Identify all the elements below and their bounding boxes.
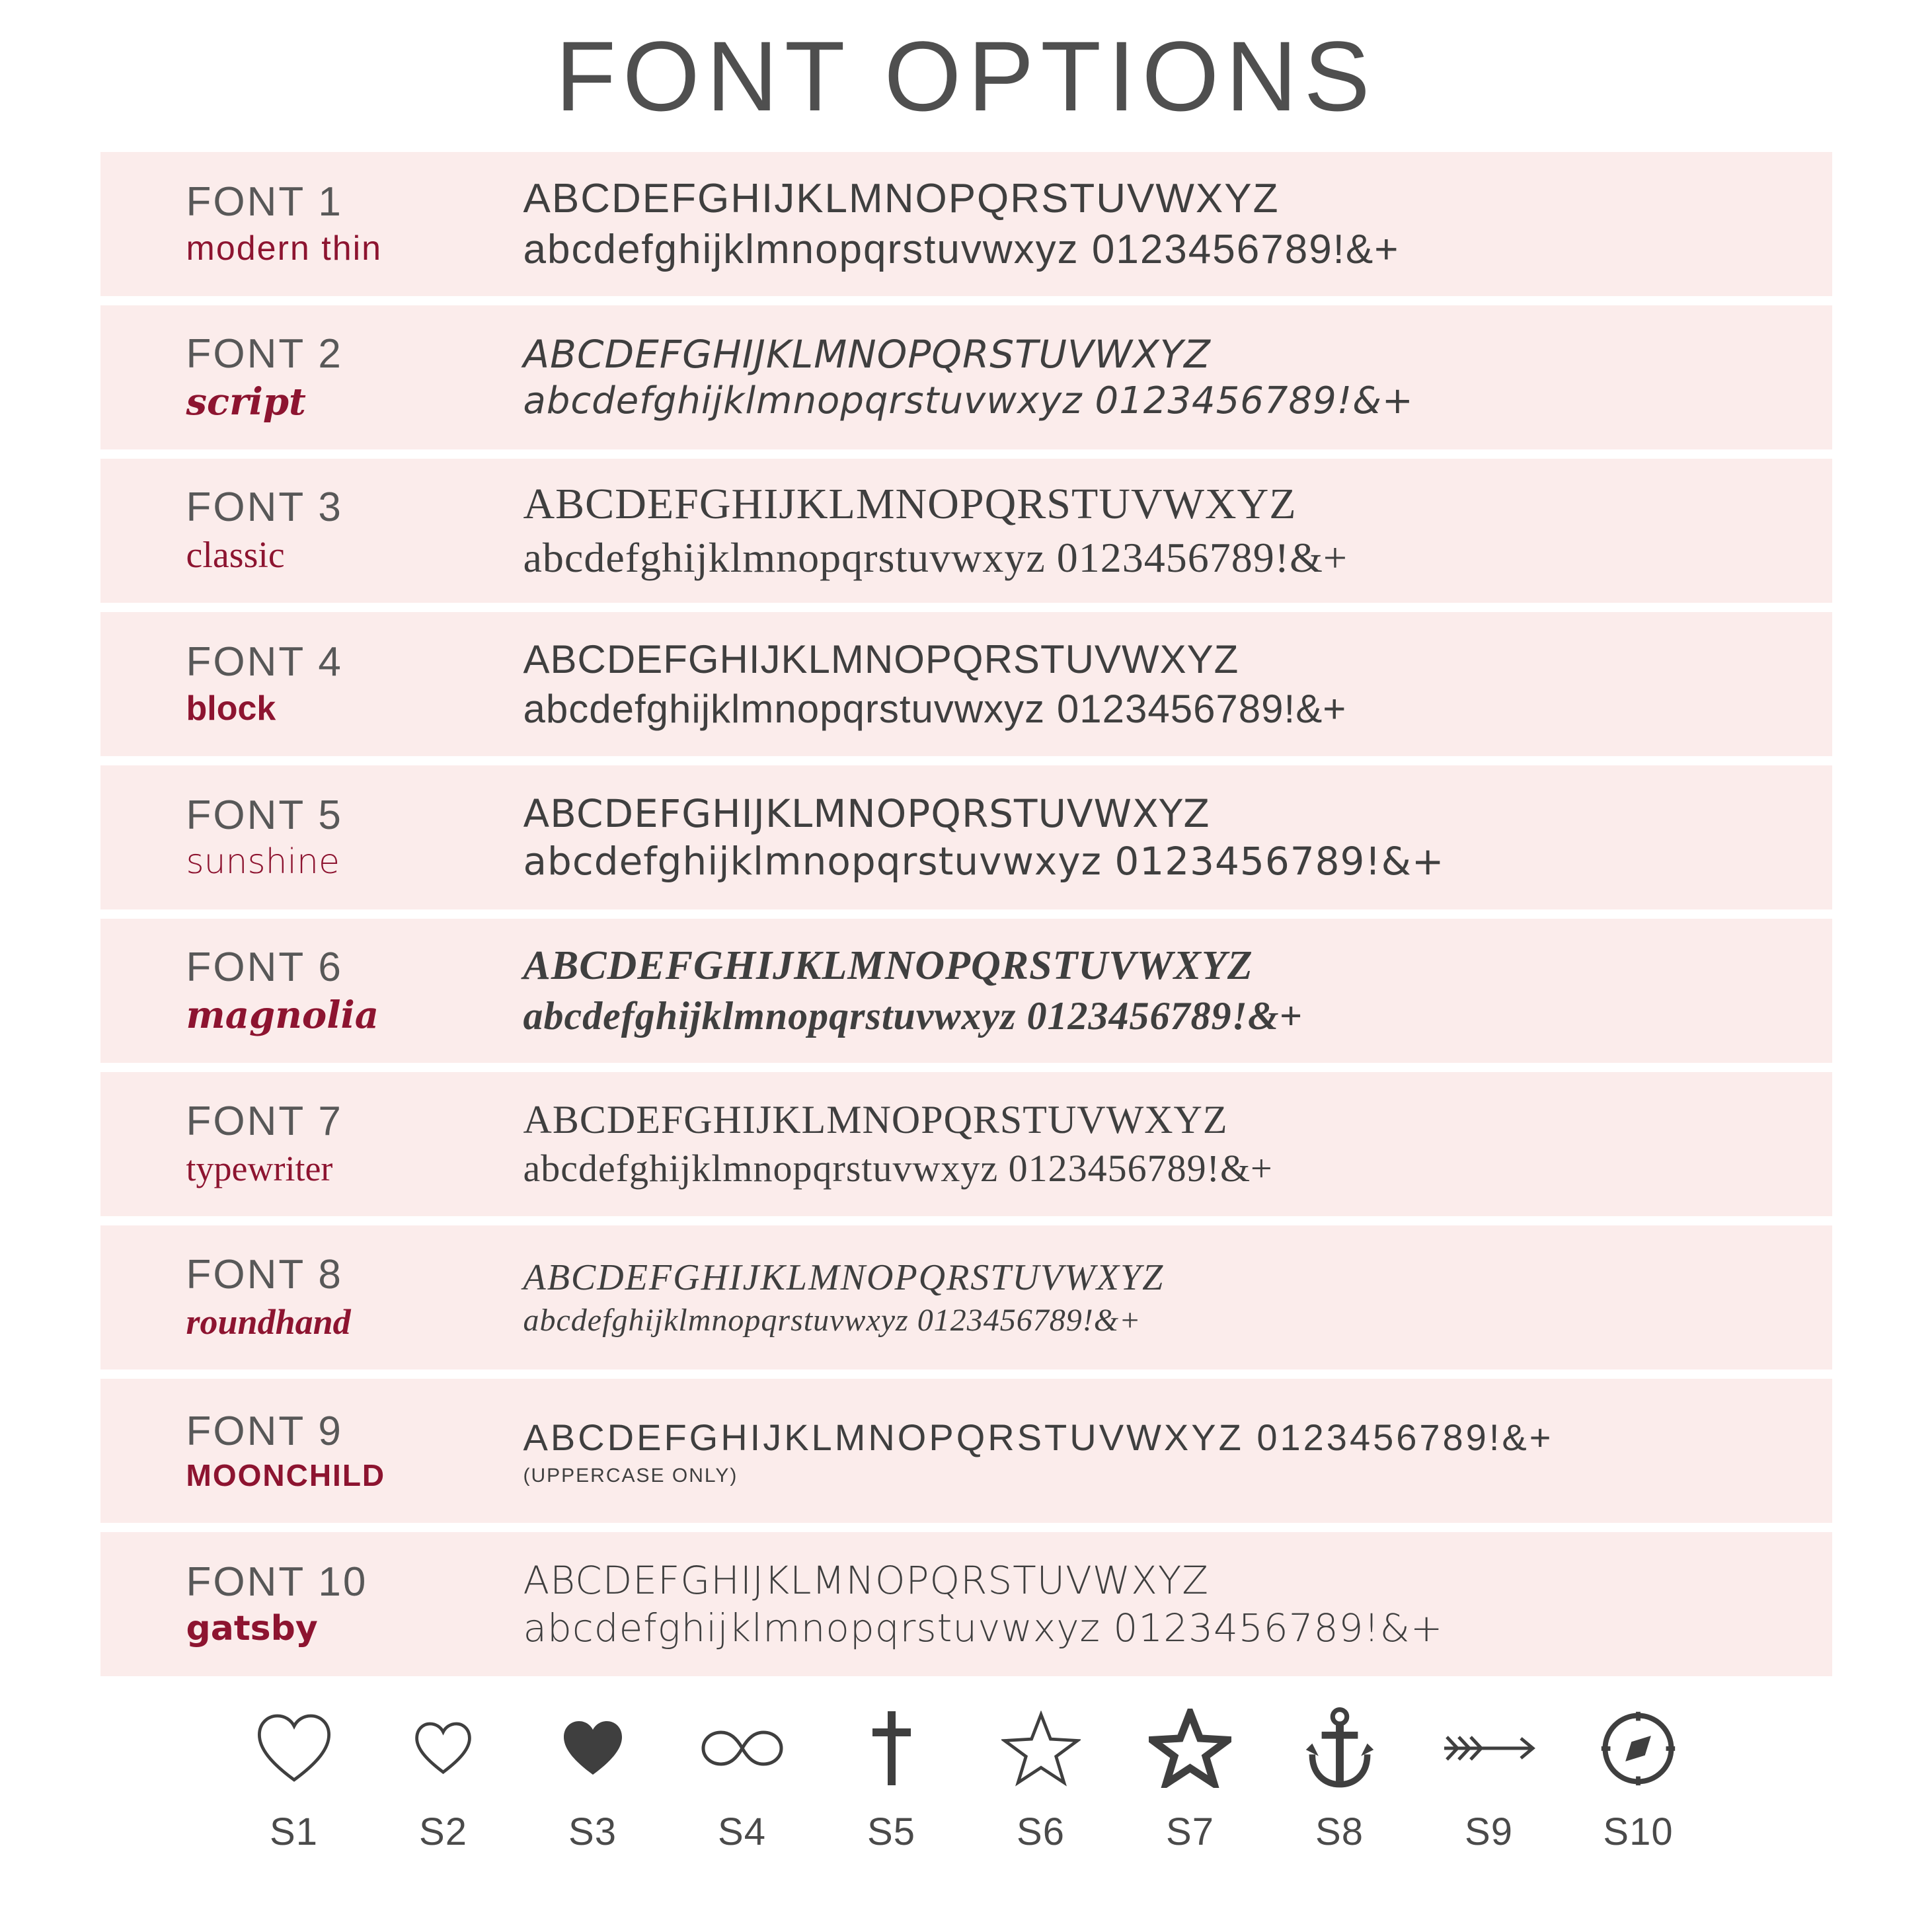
sample-lowercase: abcdefghijklmnopqrstuvwxyz 0123456789!&+ bbox=[523, 839, 1445, 884]
symbol-option[interactable] bbox=[518, 1699, 668, 1854]
page-title: FONT OPTIONS bbox=[555, 20, 1377, 132]
font-name: MOONCHILD bbox=[186, 1458, 386, 1493]
sample-lowercase: abcdefghijklmnopqrstuvwxyz 0123456789!&+ bbox=[523, 227, 1400, 272]
heart-filled-icon bbox=[560, 1699, 626, 1798]
font-row[interactable] bbox=[100, 1532, 1832, 1676]
font-label bbox=[100, 792, 523, 883]
font-name: script bbox=[186, 380, 306, 424]
font-name: classic bbox=[186, 535, 285, 576]
sample-uppercase: ABCDEFGHIJKLMNOPQRSTUVWXYZ bbox=[523, 791, 1210, 836]
symbol-code: S10 bbox=[1603, 1810, 1674, 1853]
symbol-options bbox=[100, 1699, 1832, 1854]
font-name: typewriter bbox=[186, 1149, 333, 1189]
font-label bbox=[100, 1559, 523, 1650]
sample-uppercase: ABCDEFGHIJKLMNOPQRSTUVWXYZ bbox=[523, 1257, 1165, 1298]
font-row[interactable] bbox=[100, 1379, 1832, 1523]
symbol-code: S3 bbox=[568, 1810, 617, 1853]
font-number: FONT 4 bbox=[186, 639, 343, 685]
font-number: FONT 5 bbox=[186, 792, 343, 839]
sample-uppercase: ABCDEFGHIJKLMNOPQRSTUVWXYZ bbox=[523, 943, 1253, 988]
font-number: FONT 6 bbox=[186, 944, 343, 990]
font-label bbox=[100, 484, 523, 578]
sample-lowercase: abcdefghijklmnopqrstuvwxyz 0123456789!&+ bbox=[523, 994, 1303, 1038]
font-sample bbox=[523, 173, 1832, 276]
font-sample bbox=[523, 477, 1832, 585]
font-label bbox=[100, 944, 523, 1038]
heart-small-outline-icon bbox=[412, 1699, 475, 1798]
sample-lowercase: abcdefghijklmnopqrstuvwxyz 0123456789!&+ bbox=[523, 1605, 1444, 1650]
font-sample bbox=[523, 1414, 1832, 1487]
font-name: block bbox=[186, 689, 276, 728]
font-label bbox=[100, 330, 523, 424]
symbol-option[interactable] bbox=[1265, 1699, 1414, 1854]
font-row[interactable] bbox=[100, 305, 1832, 449]
star-bold-outline-icon bbox=[1149, 1699, 1231, 1798]
font-name: modern thin bbox=[186, 229, 383, 268]
symbol-option[interactable] bbox=[219, 1699, 369, 1854]
symbol-option[interactable] bbox=[668, 1699, 817, 1854]
font-number: FONT 10 bbox=[186, 1559, 368, 1605]
sample-uppercase: ABCDEFGHIJKLMNOPQRSTUVWXYZ 0123456789!&+ bbox=[523, 1416, 1554, 1458]
sample-lowercase: abcdefghijklmnopqrstuvwxyz 0123456789!&+ bbox=[523, 1303, 1141, 1338]
cross-icon bbox=[869, 1699, 915, 1798]
font-number: FONT 8 bbox=[186, 1251, 343, 1297]
symbol-code: S2 bbox=[419, 1810, 467, 1853]
font-label bbox=[100, 1251, 523, 1344]
font-list bbox=[100, 152, 1832, 1676]
font-sample bbox=[523, 635, 1832, 734]
font-sample bbox=[523, 1557, 1832, 1652]
sample-uppercase: ABCDEFGHIJKLMNOPQRSTUVWXYZ bbox=[523, 1098, 1228, 1142]
font-row[interactable] bbox=[100, 1225, 1832, 1370]
font-number: FONT 3 bbox=[186, 484, 343, 530]
sample-uppercase: ABCDEFGHIJKLMNOPQRSTUVWXYZ bbox=[523, 1557, 1210, 1603]
symbol-code: S7 bbox=[1166, 1810, 1214, 1853]
sample-note: (UPPERCASE ONLY) bbox=[523, 1465, 738, 1487]
font-number: FONT 9 bbox=[186, 1408, 343, 1454]
symbol-option[interactable] bbox=[369, 1699, 518, 1854]
font-name: sunshine bbox=[186, 842, 340, 882]
font-row[interactable] bbox=[100, 1072, 1832, 1216]
symbol-code: S4 bbox=[718, 1810, 766, 1853]
sample-lowercase: abcdefghijklmnopqrstuvwxyz 0123456789!&+ bbox=[523, 1147, 1273, 1190]
symbol-code: S6 bbox=[1017, 1810, 1065, 1853]
symbol-code: S9 bbox=[1465, 1810, 1513, 1853]
symbol-option[interactable] bbox=[1564, 1699, 1713, 1854]
font-row[interactable] bbox=[100, 919, 1832, 1063]
font-number: FONT 2 bbox=[186, 330, 343, 377]
font-label bbox=[100, 1098, 523, 1190]
font-row[interactable] bbox=[100, 765, 1832, 909]
heart-outline-icon bbox=[254, 1699, 334, 1798]
symbol-code: S1 bbox=[270, 1810, 318, 1853]
symbol-option[interactable] bbox=[966, 1699, 1116, 1854]
compass-icon bbox=[1597, 1699, 1680, 1798]
font-name: roundhand bbox=[186, 1302, 351, 1342]
font-name: gatsby bbox=[186, 1609, 318, 1649]
arrow-feather-icon bbox=[1436, 1699, 1542, 1798]
font-number: FONT 7 bbox=[186, 1098, 343, 1144]
sample-lowercase: abcdefghijklmnopqrstuvwxyz 0123456789!&+ bbox=[523, 687, 1347, 731]
sample-uppercase: ABCDEFGHIJKLMNOPQRSTUVWXYZ bbox=[523, 637, 1239, 681]
font-sample bbox=[523, 941, 1832, 1042]
symbol-option[interactable] bbox=[1116, 1699, 1265, 1854]
font-sample bbox=[523, 1095, 1832, 1193]
font-row[interactable] bbox=[100, 459, 1832, 603]
sample-lowercase: abcdefghijklmnopqrstuvwxyz 0123456789!&+ bbox=[523, 534, 1348, 582]
font-label bbox=[100, 1408, 523, 1494]
font-sample bbox=[523, 1255, 1832, 1340]
font-name: magnolia bbox=[186, 993, 379, 1038]
symbol-option[interactable] bbox=[817, 1699, 966, 1854]
sample-uppercase: ABCDEFGHIJKLMNOPQRSTUVWXYZ bbox=[523, 331, 1211, 377]
font-sample bbox=[523, 790, 1832, 886]
infinity-icon bbox=[693, 1699, 792, 1798]
font-row[interactable] bbox=[100, 612, 1832, 756]
font-label bbox=[100, 178, 523, 270]
symbol-code: S5 bbox=[867, 1810, 915, 1853]
sample-uppercase: ABCDEFGHIJKLMNOPQRSTUVWXYZ bbox=[523, 175, 1280, 221]
font-row[interactable] bbox=[100, 152, 1832, 296]
font-sample bbox=[523, 330, 1832, 425]
sample-uppercase: ABCDEFGHIJKLMNOPQRSTUVWXYZ bbox=[523, 479, 1297, 528]
sample-lowercase: abcdefghijklmnopqrstuvwxyz 0123456789!&+ bbox=[523, 379, 1414, 423]
font-number: FONT 1 bbox=[186, 179, 343, 225]
symbol-code: S8 bbox=[1315, 1810, 1364, 1853]
symbol-option[interactable] bbox=[1414, 1699, 1564, 1854]
font-label bbox=[100, 638, 523, 730]
anchor-icon bbox=[1303, 1699, 1376, 1798]
star-outline-icon bbox=[1001, 1699, 1081, 1798]
